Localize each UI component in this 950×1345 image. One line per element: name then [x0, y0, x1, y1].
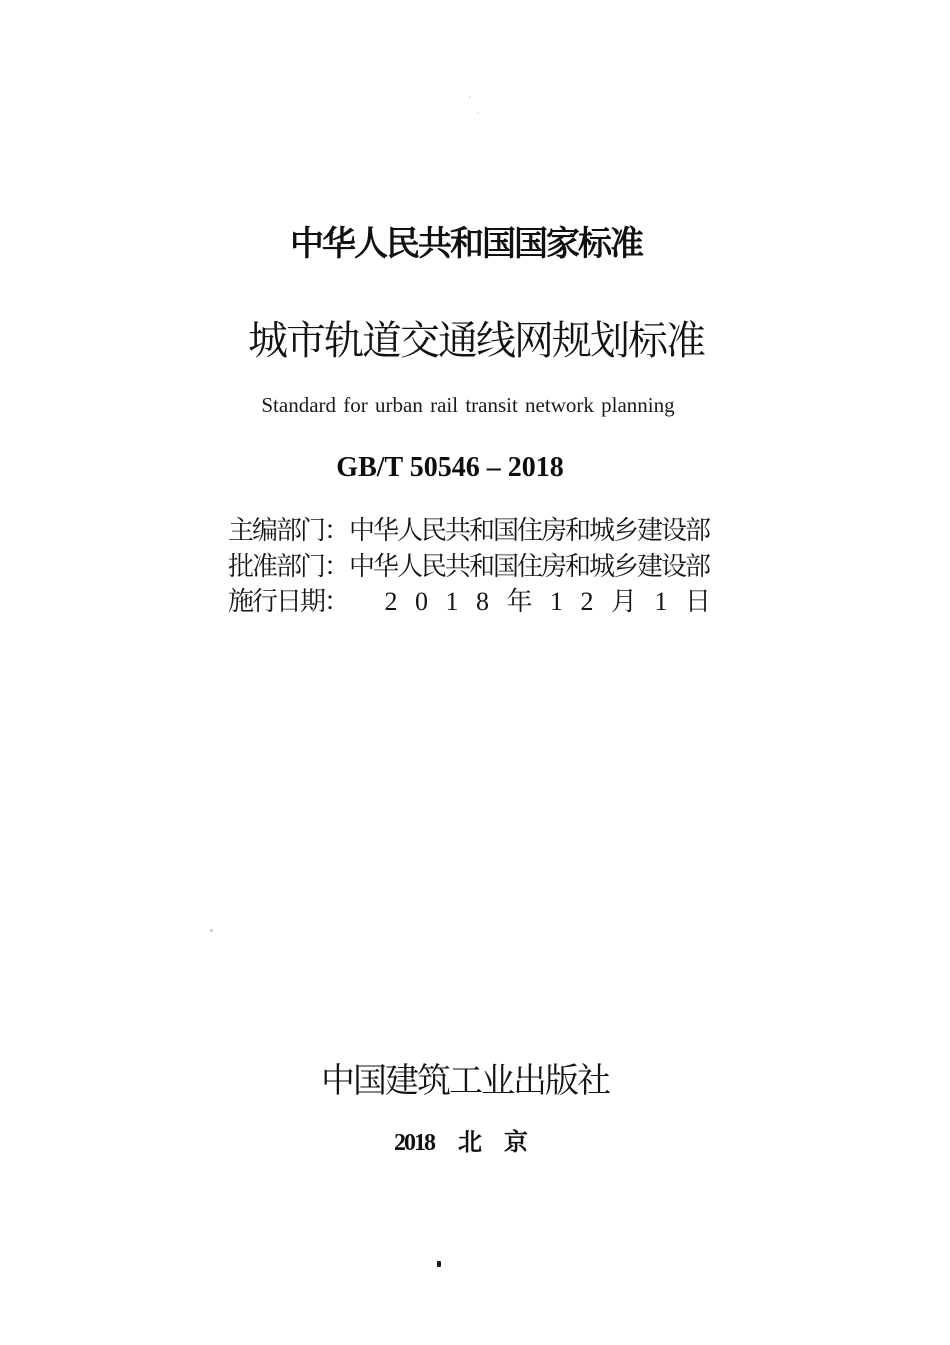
effective-date-label: 施行日期：: [228, 587, 349, 616]
standard-title-chinese: 城市轨道交通线网规划标准: [248, 318, 704, 363]
standard-title-english: Standard for urban rail transit network planning: [261, 393, 675, 417]
effective-date-value: 2 0 1 8 年 1 2 月 1 日: [384, 587, 709, 616]
metadata-row-effective-date: [228, 584, 709, 620]
national-standard-header: 中华人民共和国国家标准: [290, 225, 642, 263]
metadata-row-chief-editor: [228, 513, 709, 549]
scan-speck: [210, 929, 213, 932]
approval-label: 批准部门：: [228, 551, 349, 581]
imprint-year-city: 2018 北 京: [394, 1130, 526, 1156]
scan-speck: [469, 96, 471, 98]
standard-code: GB/T 50546 – 2018: [336, 452, 564, 483]
chief-editor-label: 主编部门：: [228, 516, 349, 545]
chief-editor-value: 中华人民共和国住房和城乡建设部: [348, 516, 709, 545]
scan-speck: [477, 112, 479, 114]
metadata-block: [228, 513, 709, 620]
publisher-name: 中国建筑工业出版社: [321, 1063, 609, 1100]
approval-value: 中华人民共和国住房和城乡建设部: [348, 551, 709, 581]
metadata-row-approval: [228, 549, 709, 585]
scan-ink-dot: [437, 1261, 441, 1267]
